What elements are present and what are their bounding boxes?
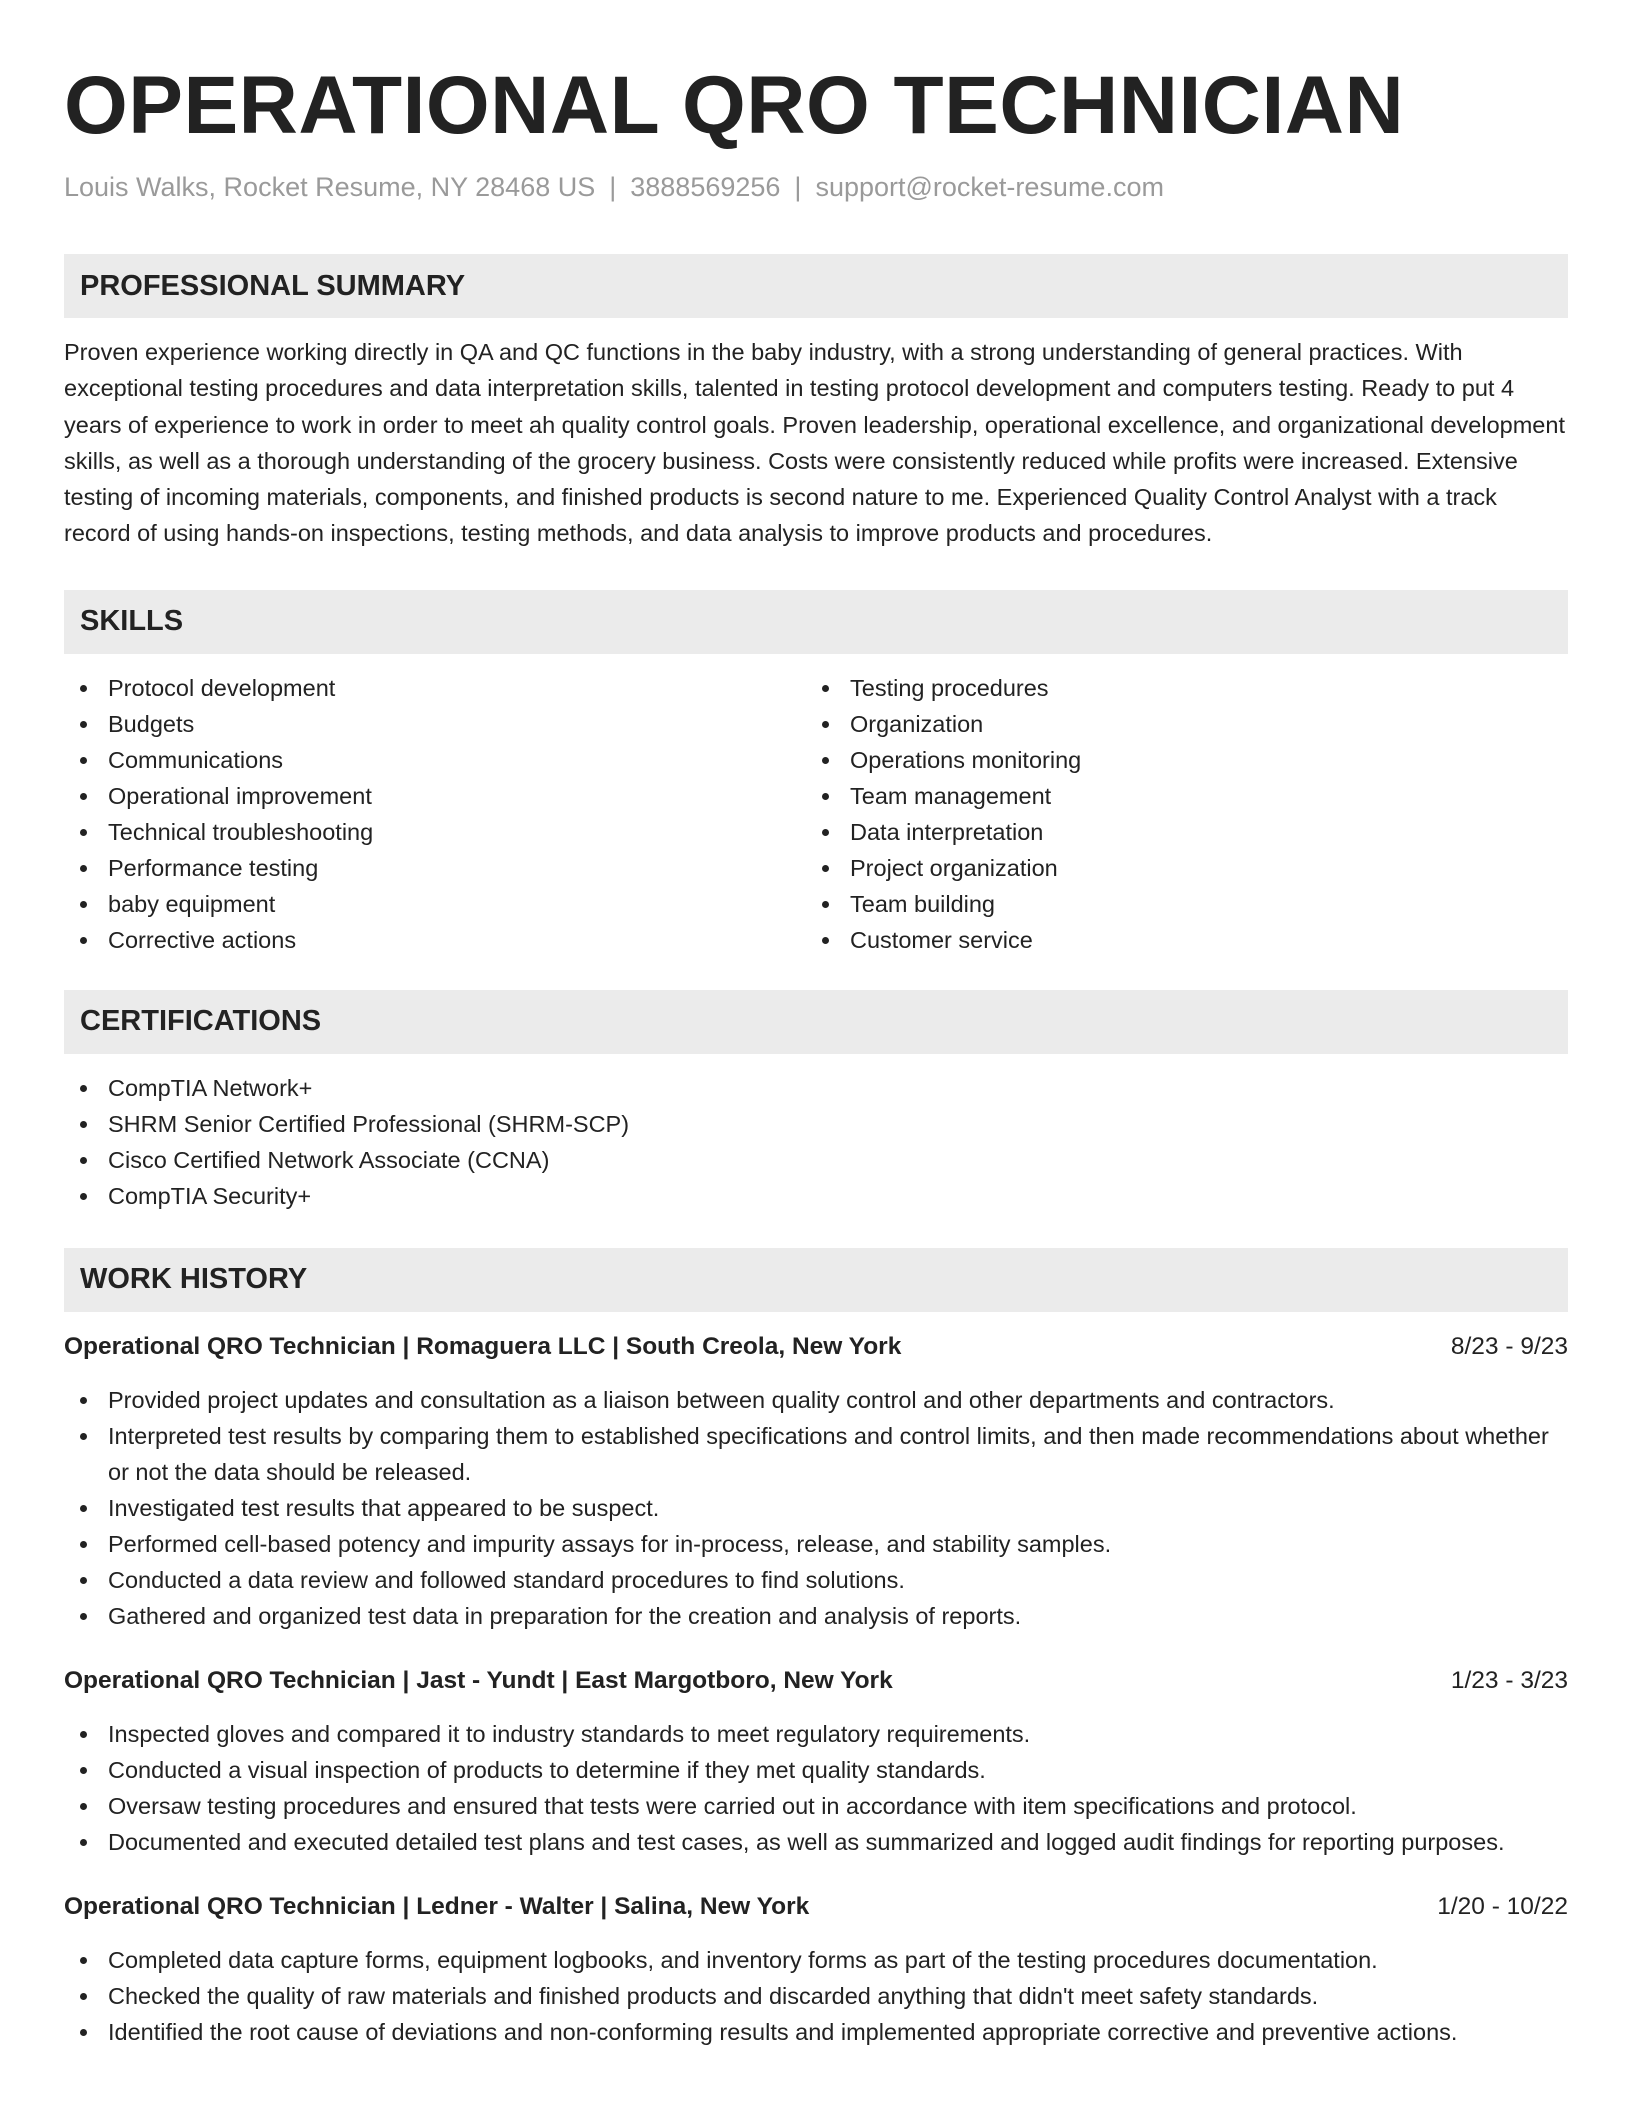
- skill-item: Technical troubleshooting: [64, 814, 806, 850]
- skill-item: baby equipment: [64, 886, 806, 922]
- certification-item: SHRM Senior Certified Professional (SHRM-SCP): [64, 1106, 1568, 1142]
- summary-text: Proven experience working directly in QA and QC functions in the baby industry, with a strong understanding of general practices. With exceptional testing procedures and data interpretation skills, talented in testing protocol development and computers testing. Ready to put 4 years of experience to work in order to meet ah quality control goals. Proven leadership, operational excellence, and organizational development skills, as well as a thorough understanding of the grocery business. Costs were consistently reduced while profits were increased. Extensive testing of incoming materials, components, and finished products is second nature to me. Experienced Quality Control Analyst with a track record of using hands-on inspections, testing methods, and data analysis to improve products and procedures.: [64, 339, 1565, 547]
- skill-item: Protocol development: [64, 670, 806, 706]
- job-bullet: Gathered and organized test data in preparation for the creation and analysis of reports.: [64, 1598, 1568, 1634]
- job-title: Operational QRO Technician | Ledner - Walter | Salina, New York: [64, 1892, 810, 1920]
- certification-item: CompTIA Network+: [64, 1070, 1568, 1106]
- job-bullet: Performed cell-based potency and impurity assays for in-process, release, and stability samples.: [64, 1526, 1568, 1562]
- certifications-list: [64, 1070, 1568, 1214]
- job-bullet: Interpreted test results by comparing them to established specifications and control limits, and then made recommendations about whether or not the data should be released.: [64, 1418, 1568, 1490]
- resume-title: OPERATIONAL QRO TECHNICIAN: [64, 60, 1405, 151]
- skill-item: Communications: [64, 742, 806, 778]
- skills-column-right: [806, 670, 1548, 958]
- job-bullet: Provided project updates and consultation as a liaison between quality control and other departments and contractors.: [64, 1382, 1568, 1418]
- skill-item: Project organization: [806, 850, 1548, 886]
- job-bullet: Checked the quality of raw materials and finished products and discarded anything that didn't meet safety standards.: [64, 1978, 1568, 2014]
- job-bullet: Inspected gloves and compared it to industry standards to meet regulatory requirements.: [64, 1716, 1568, 1752]
- resume-page: [64, 0, 1568, 2050]
- skill-item: Testing procedures: [806, 670, 1548, 706]
- job-title: Operational QRO Technician | Jast - Yundt | East Margotboro, New York: [64, 1666, 893, 1694]
- contact-address: Louis Walks, Rocket Resume, NY 28468 US: [64, 172, 596, 202]
- section-heading-summary: PROFESSIONAL SUMMARY: [64, 254, 1568, 318]
- skill-item: Performance testing: [64, 850, 806, 886]
- skill-item: Organization: [806, 706, 1548, 742]
- section-heading-skills: SKILLS: [64, 590, 1568, 654]
- certification-item: CompTIA Security+: [64, 1178, 1568, 1214]
- job-bullet: Documented and executed detailed test plans and test cases, as well as summarized and logged audit findings for reporting purposes.: [64, 1824, 1568, 1860]
- job-header: [64, 1664, 1568, 1698]
- job-dates: 8/23 - 9/23: [1450, 1332, 1568, 1360]
- job-header: [64, 1330, 1568, 1364]
- job-title: Operational QRO Technician | Romaguera LLC | South Creola, New York: [64, 1332, 902, 1360]
- skill-item: Budgets: [64, 706, 806, 742]
- job-bullets: [64, 1942, 1568, 2050]
- contact-separator: |: [794, 172, 802, 202]
- skill-item: Team management: [806, 778, 1548, 814]
- contact-line: [64, 170, 1568, 204]
- skill-item: Corrective actions: [64, 922, 806, 958]
- contact-email: support@rocket-resume.com: [815, 172, 1164, 202]
- job-dates: 1/20 - 10/22: [1437, 1892, 1568, 1920]
- section-heading-work-history: WORK HISTORY: [64, 1248, 1568, 1312]
- skill-item: Data interpretation: [806, 814, 1548, 850]
- job-bullet: Investigated test results that appeared to be suspect.: [64, 1490, 1568, 1526]
- job-bullet: Conducted a data review and followed standard procedures to find solutions.: [64, 1562, 1568, 1598]
- job-bullet: Identified the root cause of deviations and non-conforming results and implemented appropriate corrective and preventive actions.: [64, 2014, 1568, 2050]
- skill-item: Operations monitoring: [806, 742, 1548, 778]
- skills-grid: [64, 670, 1568, 958]
- job-dates: 1/23 - 3/23: [1450, 1666, 1568, 1694]
- job-entry: [64, 1330, 1568, 1634]
- job-entry: [64, 1890, 1568, 2050]
- job-bullet: Completed data capture forms, equipment logbooks, and inventory forms as part of the testing procedures documentation.: [64, 1942, 1568, 1978]
- job-entry: [64, 1664, 1568, 1860]
- skill-item: Operational improvement: [64, 778, 806, 814]
- skills-column-left: [64, 670, 806, 958]
- skill-item: Customer service: [806, 922, 1548, 958]
- certification-item: Cisco Certified Network Associate (CCNA): [64, 1142, 1568, 1178]
- contact-separator: |: [609, 172, 617, 202]
- job-bullet: Oversaw testing procedures and ensured that tests were carried out in accordance with item specifications and protocol.: [64, 1788, 1568, 1824]
- contact-phone: 3888569256: [630, 172, 781, 202]
- job-bullets: [64, 1382, 1568, 1634]
- job-bullets: [64, 1716, 1568, 1860]
- job-header: [64, 1890, 1568, 1924]
- skill-item: Team building: [806, 886, 1548, 922]
- job-bullet: Conducted a visual inspection of products to determine if they met quality standards.: [64, 1752, 1568, 1788]
- section-heading-certifications: CERTIFICATIONS: [64, 990, 1568, 1054]
